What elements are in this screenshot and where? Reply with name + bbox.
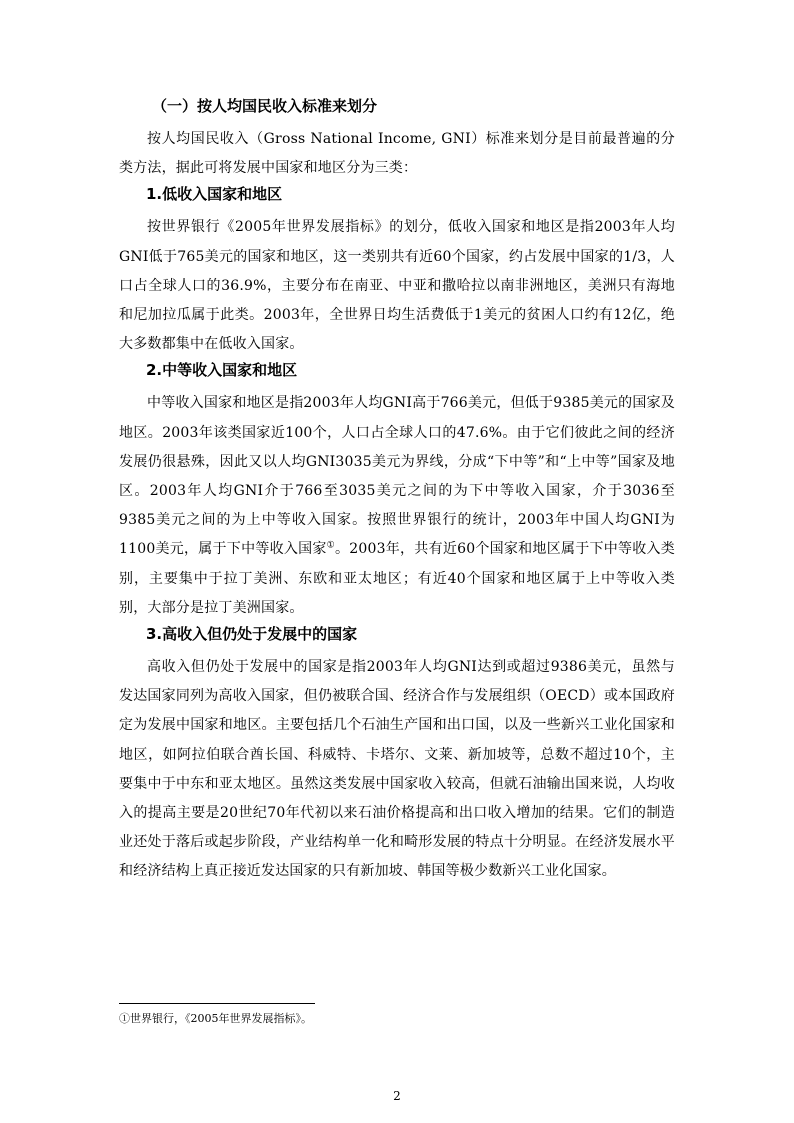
paragraph-middle-income bbox=[119, 389, 675, 623]
intro-paragraph: 按人均国民收入（Gross National Income, GNI）标准来划分是目前最普遍的分类方法，据此可将发展中国家和地区分为三类： bbox=[119, 131, 675, 177]
subsection-title-middle-income: 2.中等收入国家和地区 bbox=[146, 361, 298, 380]
footnote-divider bbox=[119, 1003, 315, 1004]
footnote-marker[interactable]: ① bbox=[326, 540, 336, 551]
subsection-title-high-income: 3.高收入但仍处于发展中的国家 bbox=[146, 625, 358, 644]
page-number: 2 bbox=[393, 1089, 401, 1103]
paragraph-low-income: 按世界银行《2005年世界发展指标》的划分，低收入国家和地区是指2003年人均GNI低于765美元的国家和地区，这一类别共有近60个国家，约占发展中国家的1/3，人口占全球人口的36.9%，主要分布在南亚、中亚和撒哈拉以南非洲地区，美洲只有海地和尼加拉瓜属于此类。2003年，全世界日均生活费低于1美元的贫困人口约有12亿，绝大多数都集中在低收入国家。 bbox=[119, 219, 675, 353]
body-content bbox=[119, 96, 675, 888]
section-title: （一）按人均国民收入标准来划分 bbox=[152, 97, 378, 115]
subsection-title-low-income: 1.低收入国家和地区 bbox=[146, 185, 283, 204]
footnote-text: ①世界银行，《2005年世界发展指标》。 bbox=[119, 1012, 312, 1025]
paragraph-middle-income-part2: 。2003年，共有近60个国家和地区属于下中等收入类别，主要集中于拉丁美洲、东欧和亚太地区；有近40个国家和地区属于上中等收入类别，大部分是拉丁美洲国家。 bbox=[119, 541, 675, 616]
paragraph-middle-income-part1: 中等收入国家和地区是指2003年人均GNI高于766美元，但低于9385美元的国家及地区。2003年该类国家近100个，人口占全球人口的47.6%。由于它们彼此之间的经济发展仍很悬殊，因此又以人均GNI3035美元为界线，分成“下中等”和“上中等”国家及地区。2003年人均GNI介于766至3035美元之间的为下中等收入国家，介于3036至9385美元之间的为上中等收入国家。按照世界银行的统计，2003年中国人均GNI为1100美元，属于下中等收入国家 bbox=[119, 395, 675, 558]
paragraph-high-income: 高收入但仍处于发展中的国家是指2003年人均GNI达到或超过9386美元，虽然与发达国家同列为高收入国家，但仍被联合国、经济合作与发展组织（OECD）或本国政府定为发展中国家和地区。主要包括几个石油生产国和出口国，以及一些新兴工业化国家和地区，如阿拉伯联合酋长国、科威特、卡塔尔、文莱、新加坡等，总数不超过10个，主要集中于中东和亚太地区。虽然这类发展中国家收入较高，但就石油输出国来说，人均收入的提高主要是20世纪70年代初以来石油价格提高和出口收入增加的结果。它们的制造业还处于落后或起步阶段，产业结构单一化和畸形发展的特点十分明显。在经济发展水平和经济结构上真正接近发达国家的只有新加坡、韩国等极少数新兴工业化国家。 bbox=[119, 659, 675, 880]
